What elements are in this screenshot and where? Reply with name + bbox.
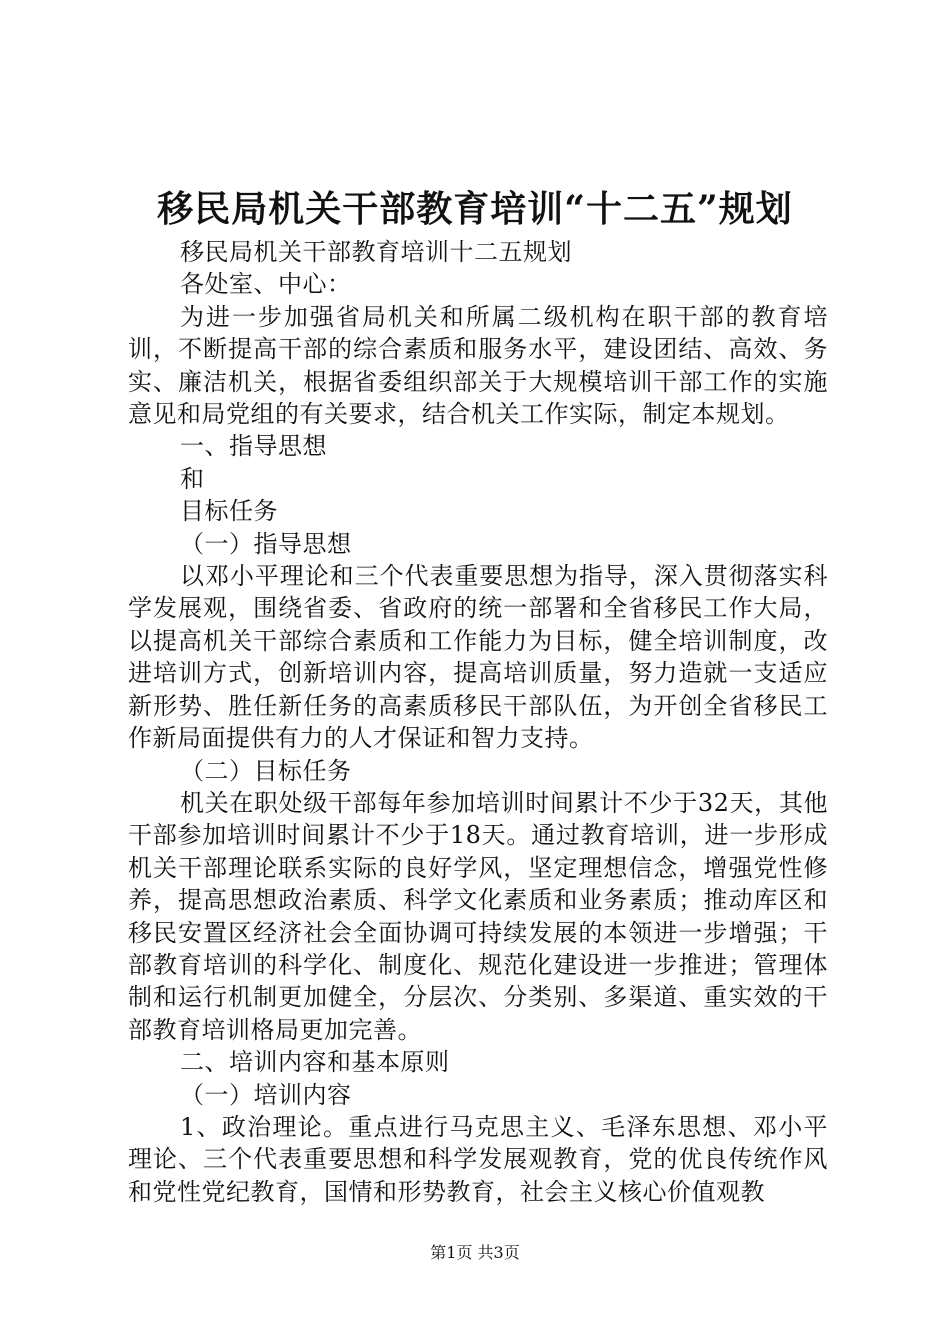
section-heading-1-cont-a: 和 — [180, 464, 205, 493]
paragraph-salutation: 各处室、中心： — [180, 270, 352, 299]
paragraph-target-tasks: 机关在职处级干部每年参加培训时间累计不少于32天，其他干部参加培训时间累计不少于18天。通过教育培训，进一步形成机关干部理论联系实际的良好学风，坚定理想信念，增强党性修养，提高思想政治素质、科学文化素质和业务素质；推动库区和移民安置区经济社会全面协调可持续发展的本领进一步增强；干部教育培训的科学化、制度化、规范化建设进一步推进；管理体制和运行机制更加健全，分层次、分类别、多渠道、重实效的干部教育培训格局更加完善。 — [128, 788, 828, 1044]
document-title: 移民局机关干部教育培训“十二五”规划 — [157, 188, 793, 230]
paragraph-political-theory: 1、政治理论。重点进行马克思主义、毛泽东思想、邓小平理论、三个代表重要思想和科学发展观教育，党的优良传统作风和党性党纪教育，国情和形势教育，社会主义核心价值观教 — [128, 1112, 828, 1206]
paragraph-guiding-thought: 以邓小平理论和三个代表重要思想为指导，深入贯彻落实科学发展观，围绕省委、省政府的统一部署和全省移民工作大局，以提高机关干部综合素质和工作能力为目标，健全培训制度，改进培训方式，创新培训内容，提高培训质量，努力造就一支适应新形势、胜任新任务的高素质移民干部队伍，为开创全省移民工作新局面提供有力的人才保证和智力支持。 — [128, 562, 828, 753]
paragraph-intro: 为进一步加强省局机关和所属二级机构在职干部的教育培训，不断提高干部的综合素质和服务水平，建设团结、高效、务实、廉洁机关，根据省委组织部关于大规模培训干部工作的实施意见和局党组的有关要求，结合机关工作实际，制定本规划。 — [128, 302, 828, 429]
section-heading-1: 一、指导思想 — [180, 432, 327, 461]
paragraph-subtitle: 移民局机关干部教育培训十二五规划 — [180, 238, 572, 266]
subsection-heading-1-1: （一）指导思想 — [180, 529, 352, 558]
subsection-heading-2-1: （一）培训内容 — [180, 1080, 352, 1109]
page-footer: 第1页 共3页 — [430, 1243, 520, 1262]
section-heading-1-cont-b: 目标任务 — [180, 497, 278, 526]
document-body — [128, 236, 828, 1208]
subsection-heading-1-2: （二）目标任务 — [180, 756, 352, 785]
section-heading-2: 二、培训内容和基本原则 — [180, 1048, 450, 1077]
